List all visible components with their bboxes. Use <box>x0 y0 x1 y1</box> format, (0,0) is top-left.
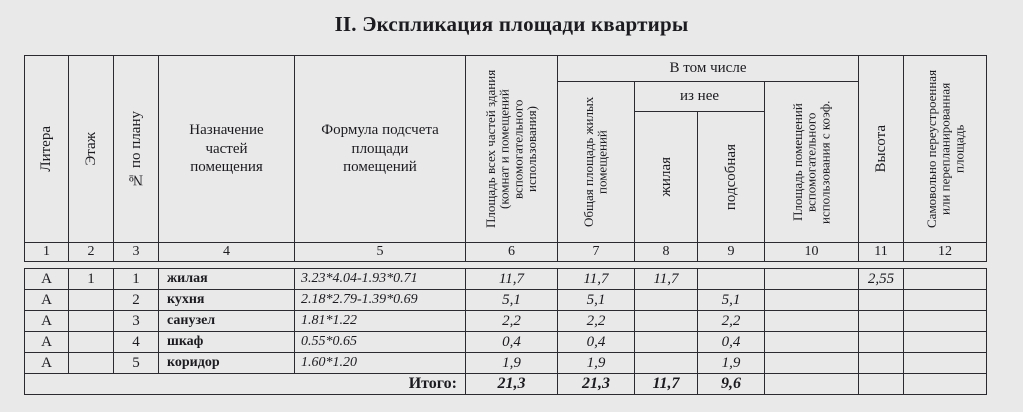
cell-vysota: 2,55 <box>859 269 904 290</box>
cell-name: жилая <box>159 269 295 290</box>
table-row <box>25 269 987 290</box>
column-number: 2 <box>69 243 114 262</box>
cell-ploshad: 2,2 <box>466 311 558 332</box>
cell-name: санузел <box>159 311 295 332</box>
cell-vysota <box>859 332 904 353</box>
cell-obshaya: 0,4 <box>558 332 635 353</box>
cell-vspom <box>765 290 859 311</box>
total-podsobnaya: 9,6 <box>698 374 765 395</box>
header-v-tom-chisle: В том числе <box>558 56 859 82</box>
table-row <box>25 353 987 374</box>
header-zhilaya: жилая <box>635 112 698 243</box>
cell-zhilaya <box>635 353 698 374</box>
header-nomer: № по плану <box>114 56 159 243</box>
column-numbers-row <box>25 243 987 262</box>
cell-zhilaya <box>635 332 698 353</box>
header-obshaya: Общая площадь жилых помещений <box>558 82 635 243</box>
total-vspom <box>765 374 859 395</box>
table-row <box>25 332 987 353</box>
cell-ploshad: 11,7 <box>466 269 558 290</box>
cell-samovolno <box>904 332 987 353</box>
cell-name: шкаф <box>159 332 295 353</box>
column-number: 4 <box>159 243 295 262</box>
cell-nomer: 5 <box>114 353 159 374</box>
cell-formula: 2.18*2.79-1.39*0.69 <box>295 290 466 311</box>
explication-table <box>24 55 987 395</box>
cell-etazh: 1 <box>69 269 114 290</box>
cell-obshaya: 5,1 <box>558 290 635 311</box>
cell-litera: А <box>25 332 69 353</box>
column-number: 3 <box>114 243 159 262</box>
total-ploshad: 21,3 <box>466 374 558 395</box>
cell-etazh <box>69 353 114 374</box>
cell-formula: 3.23*4.04-1.93*0.71 <box>295 269 466 290</box>
cell-name: кухня <box>159 290 295 311</box>
total-obshaya: 21,3 <box>558 374 635 395</box>
cell-etazh <box>69 311 114 332</box>
header-podsobnaya: подсобная <box>698 112 765 243</box>
cell-podsobnaya: 5,1 <box>698 290 765 311</box>
cell-nomer: 4 <box>114 332 159 353</box>
cell-obshaya: 2,2 <box>558 311 635 332</box>
header-samovolno: Самовольно переустроенная или перепланированная площадь <box>904 56 987 243</box>
header-iz-nee: из нее <box>635 82 765 112</box>
cell-ploshad: 1,9 <box>466 353 558 374</box>
cell-samovolno <box>904 353 987 374</box>
cell-litera: А <box>25 269 69 290</box>
cell-litera: А <box>25 311 69 332</box>
cell-zhilaya: 11,7 <box>635 269 698 290</box>
cell-formula: 1.60*1.20 <box>295 353 466 374</box>
cell-litera: А <box>25 290 69 311</box>
cell-samovolno <box>904 290 987 311</box>
column-number: 12 <box>904 243 987 262</box>
total-samovolno <box>904 374 987 395</box>
column-number: 8 <box>635 243 698 262</box>
page-title: II. Экспликация площади квартиры <box>334 12 689 36</box>
cell-nomer: 2 <box>114 290 159 311</box>
column-number: 11 <box>859 243 904 262</box>
cell-samovolno <box>904 311 987 332</box>
cell-ploshad: 5,1 <box>466 290 558 311</box>
cell-nomer: 3 <box>114 311 159 332</box>
table-row <box>25 290 987 311</box>
cell-formula: 1.81*1.22 <box>295 311 466 332</box>
cell-vspom <box>765 311 859 332</box>
column-number: 1 <box>25 243 69 262</box>
total-label: Итого: <box>25 374 466 395</box>
cell-name: коридор <box>159 353 295 374</box>
column-number: 6 <box>466 243 558 262</box>
cell-vspom <box>765 332 859 353</box>
cell-zhilaya <box>635 311 698 332</box>
cell-podsobnaya: 0,4 <box>698 332 765 353</box>
total-vysota <box>859 374 904 395</box>
cell-obshaya: 11,7 <box>558 269 635 290</box>
header-ploshad-vseh: Площадь всех частей здания (комнат и помещений вспомогательного использования) <box>466 56 558 243</box>
column-number: 7 <box>558 243 635 262</box>
cell-podsobnaya <box>698 269 765 290</box>
cell-podsobnaya: 2,2 <box>698 311 765 332</box>
cell-litera: А <box>25 353 69 374</box>
cell-nomer: 1 <box>114 269 159 290</box>
cell-etazh <box>69 290 114 311</box>
total-row <box>25 374 987 395</box>
cell-obshaya: 1,9 <box>558 353 635 374</box>
header-etazh: Этаж <box>69 56 114 243</box>
cell-vysota <box>859 353 904 374</box>
header-formula: Формула подсчета площади помещений <box>295 56 466 243</box>
table-row <box>25 311 987 332</box>
total-zhilaya: 11,7 <box>635 374 698 395</box>
column-number: 10 <box>765 243 859 262</box>
cell-samovolno <box>904 269 987 290</box>
cell-podsobnaya: 1,9 <box>698 353 765 374</box>
cell-vspom <box>765 353 859 374</box>
cell-zhilaya <box>635 290 698 311</box>
cell-formula: 0.55*0.65 <box>295 332 466 353</box>
header-litera: Литера <box>25 56 69 243</box>
column-number: 9 <box>698 243 765 262</box>
header-naznachenie: Назначение частей помещения <box>159 56 295 243</box>
header-vysota: Высота <box>859 56 904 243</box>
separator-row <box>25 262 987 269</box>
cell-vysota <box>859 311 904 332</box>
cell-vspom <box>765 269 859 290</box>
cell-ploshad: 0,4 <box>466 332 558 353</box>
cell-etazh <box>69 332 114 353</box>
header-vspom: Площадь помещений вспомогательного использования с коэф. <box>765 82 859 243</box>
column-number: 5 <box>295 243 466 262</box>
cell-vysota <box>859 290 904 311</box>
